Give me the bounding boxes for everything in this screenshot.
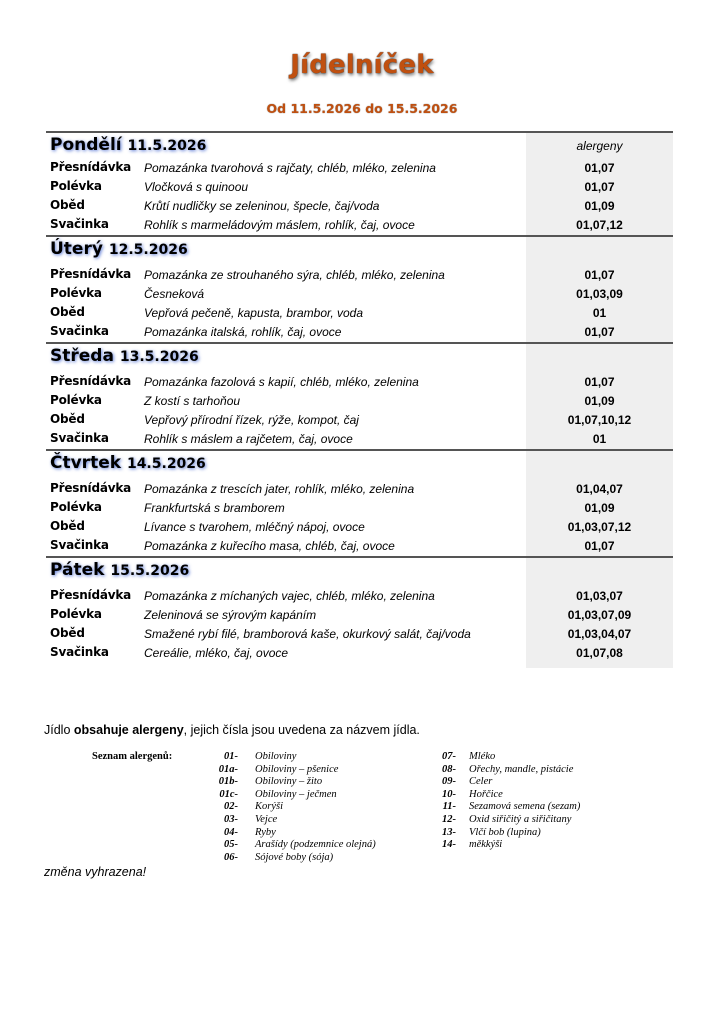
legend-item [420,764,620,777]
meal-label: Svačinka [50,538,109,552]
legend-item [420,776,620,789]
legend-name: Ořechy, mandle, pistácie [469,763,574,775]
meal-dish: Vepřová pečeně, kapusta, brambor, voda [144,306,364,320]
meal-dish: Rohlík s máslem a rajčetem, čaj, ovoce [144,432,353,446]
meal-row [46,499,673,518]
meal-dish: Smažené rybí filé, bramborová kaše, okurkový salát, čaj/voda [144,627,471,641]
day-header [46,342,673,373]
meal-allergens: 01,07 [584,180,615,194]
meal-dish: Pomazánka ze strouhaného sýra, chléb, mléko, zelenina [144,268,445,282]
legend-code: 12- [442,813,456,825]
page-title: Jídelníček [290,50,434,80]
allergen-column-header: alergeny [576,139,623,153]
meal-dish: Pomazánka z trescích jater, rohlík, mléko, zelenina [144,482,415,496]
legend-code: 06- [224,851,238,863]
meal-dish: Česneková [144,287,205,301]
meal-label: Polévka [50,179,102,193]
meal-row [46,606,673,625]
meal-allergens: 01,07 [584,539,615,553]
meal-dish: Pomazánka z míchaných vajec, chléb, mléko, zelenina [144,589,435,603]
meal-dish: Pomazánka italská, rohlík, čaj, ovoce [144,325,342,339]
day-block-tuesday [46,235,673,342]
legend-name: Obiloviny – žito [255,776,323,788]
legend-code: 08- [442,763,456,775]
meal-dish: Cereálie, mléko, čaj, ovoce [144,646,289,660]
legend-name: Obiloviny – ječmen [255,788,337,800]
meal-row [46,216,673,235]
day-name: Pondělí [50,135,122,155]
meal-row [46,285,673,304]
legend-item [200,776,440,789]
meal-label: Svačinka [50,431,109,445]
meal-dish: Vepřový přírodní řízek, rýže, kompot, čaj [144,413,359,427]
day-title [50,453,206,473]
legend-item [420,839,620,852]
meal-row [46,392,673,411]
legend-name: Sezamová semena (sezam) [469,801,581,813]
meal-row [46,304,673,323]
day-block-wednesday [46,342,673,449]
meal-label: Oběd [50,626,85,640]
allergen-legend-column-b [420,751,620,852]
meal-allergens: 01,07,10,12 [567,413,632,427]
legend-code: 03- [224,813,238,825]
meal-allergens: 01,03,09 [576,287,623,301]
meal-label: Přesnídávka [50,267,132,281]
legend-item [420,789,620,802]
legend-item [420,801,620,814]
day-header [46,449,673,480]
meal-allergens: 01,07 [584,325,615,339]
legend-item [420,827,620,840]
meal-row [46,373,673,392]
meal-label: Přesnídávka [50,374,132,388]
legend-code: 01a- [218,763,238,775]
note-text: , jejich čísla jsou uvedena za názvem jídla. [183,723,420,737]
legend-item [200,789,440,802]
day-title [50,346,199,366]
meal-allergens: 01,03,07 [576,589,623,603]
legend-code: 02- [224,801,238,813]
day-date: 12.5.2026 [108,242,188,258]
legend-item [200,839,440,852]
legend-name: Sójové boby (sója) [255,851,334,863]
meal-row [46,323,673,342]
day-header [46,556,673,587]
legend-code: 10- [442,788,456,800]
legend-item [200,852,440,865]
meal-dish: Krůtí nudličky se zeleninou, špecle, čaj/voda [144,199,380,213]
legend-name: Mléko [469,751,496,762]
day-block-thursday [46,449,673,556]
footer-note: změna vyhrazena! [44,865,147,879]
meal-dish: Lívance s tvarohem, mléčný nápoj, ovoce [144,520,365,534]
meal-label: Přesnídávka [50,160,132,174]
meal-row [46,625,673,644]
meal-label: Přesnídávka [50,481,132,495]
meal-dish: Pomazánka z kuřecího masa, chléb, čaj, ovoce [144,539,395,553]
meal-row [46,644,673,663]
meal-allergens: 01,07 [584,375,615,389]
meal-label: Oběd [50,412,85,426]
day-name: Středa [50,346,114,366]
meal-label: Polévka [50,607,102,621]
day-date: 15.5.2026 [110,563,190,579]
day-title [50,239,188,259]
legend-name: Oxid siřičitý a siřičitany [469,813,572,825]
meal-label: Polévka [50,393,102,407]
meal-row [46,178,673,197]
legend-item [200,827,440,840]
meal-row [46,159,673,178]
day-date: 14.5.2026 [126,456,206,472]
legend-code: 14- [442,839,456,851]
day-name: Čtvrtek [50,453,122,473]
day-date: 13.5.2026 [119,349,199,365]
meal-allergens: 01,09 [584,394,615,408]
legend-name: Arašídy (podzemnice olejná) [255,839,376,851]
meal-allergens: 01,07 [584,161,615,175]
legend-name: měkkýši [469,839,503,851]
meal-label: Svačinka [50,217,109,231]
meal-row [46,480,673,499]
meal-row [46,518,673,537]
legend-item [200,751,440,764]
legend-name: Ryby [255,826,276,838]
day-title [50,135,206,155]
legend-name: Obiloviny [255,751,297,762]
legend-name: Vlčí bob (lupina) [469,826,541,838]
legend-name: Vejce [255,813,278,825]
legend-code: 01- [224,751,238,762]
meal-row [46,197,673,216]
meal-label: Polévka [50,500,102,514]
legend-item [200,801,440,814]
legend-item [420,751,620,764]
menu-table [46,131,673,663]
legend-code: 01c- [219,788,238,800]
meal-label: Svačinka [50,324,109,338]
note-text: Jídlo [44,723,74,737]
day-name: Pátek [50,560,105,580]
date-range: Od 11.5.2026 do 15.5.2026 [266,101,458,116]
day-block-monday [46,131,673,235]
meal-allergens: 01,09 [584,199,615,213]
legend-name: Korýši [255,801,284,813]
legend-code: 01b- [218,776,238,788]
meal-allergens: 01,07,08 [576,646,623,660]
legend-name: Hořčice [469,788,503,800]
meal-row [46,430,673,449]
meal-dish: Zeleninová se sýrovým kapáním [144,608,317,622]
meal-row [46,411,673,430]
allergen-legend-title: Seznam alergenů: [92,751,173,762]
meal-allergens: 01 [592,432,607,446]
meal-label: Oběd [50,198,85,212]
day-title [50,560,189,580]
legend-code: 07- [442,751,456,762]
meal-dish: Vločková s quinoou [144,180,249,194]
legend-name: Obiloviny – pšenice [255,763,339,775]
meal-allergens: 01 [592,306,607,320]
meal-allergens: 01,09 [584,501,615,515]
meal-label: Svačinka [50,645,109,659]
note-emphasis: obsahuje alergeny [73,723,184,737]
meal-label: Polévka [50,286,102,300]
meal-dish: Pomazánka tvarohová s rajčaty, chléb, mléko, zelenina [144,161,436,175]
legend-code: 13- [442,826,456,838]
legend-name: Celer [469,776,493,788]
meal-row [46,537,673,556]
meal-allergens: 01,03,04,07 [567,627,632,641]
meal-allergens: 01,07,12 [576,218,623,232]
day-date: 11.5.2026 [127,138,207,154]
meal-allergens: 01,04,07 [576,482,623,496]
legend-item [420,814,620,827]
allergen-note [44,723,420,737]
meal-allergens: 01,03,07,12 [567,520,632,534]
meal-row [46,587,673,606]
day-header [46,235,673,266]
meal-allergens: 01,03,07,09 [567,608,632,622]
meal-label: Oběd [50,519,85,533]
legend-code: 11- [442,801,456,813]
day-block-friday [46,556,673,663]
day-header [46,131,673,159]
meal-dish: Pomazánka fazolová s kapií, chléb, mléko, zelenina [144,375,419,389]
meal-label: Oběd [50,305,85,319]
meal-dish: Rohlík s marmeládovým máslem, rohlík, čaj, ovoce [144,218,415,232]
legend-item [200,764,440,777]
meal-label: Přesnídávka [50,588,132,602]
legend-code: 05- [224,839,238,851]
legend-code: 04- [224,826,238,838]
day-name: Úterý [50,239,103,259]
meal-row [46,266,673,285]
meal-dish: Z kostí s tarhoňou [144,394,241,408]
legend-item [200,814,440,827]
legend-code: 09- [442,776,456,788]
allergen-legend-column-a [200,751,440,864]
meal-dish: Frankfurtská s bramborem [144,501,285,515]
meal-allergens: 01,07 [584,268,615,282]
